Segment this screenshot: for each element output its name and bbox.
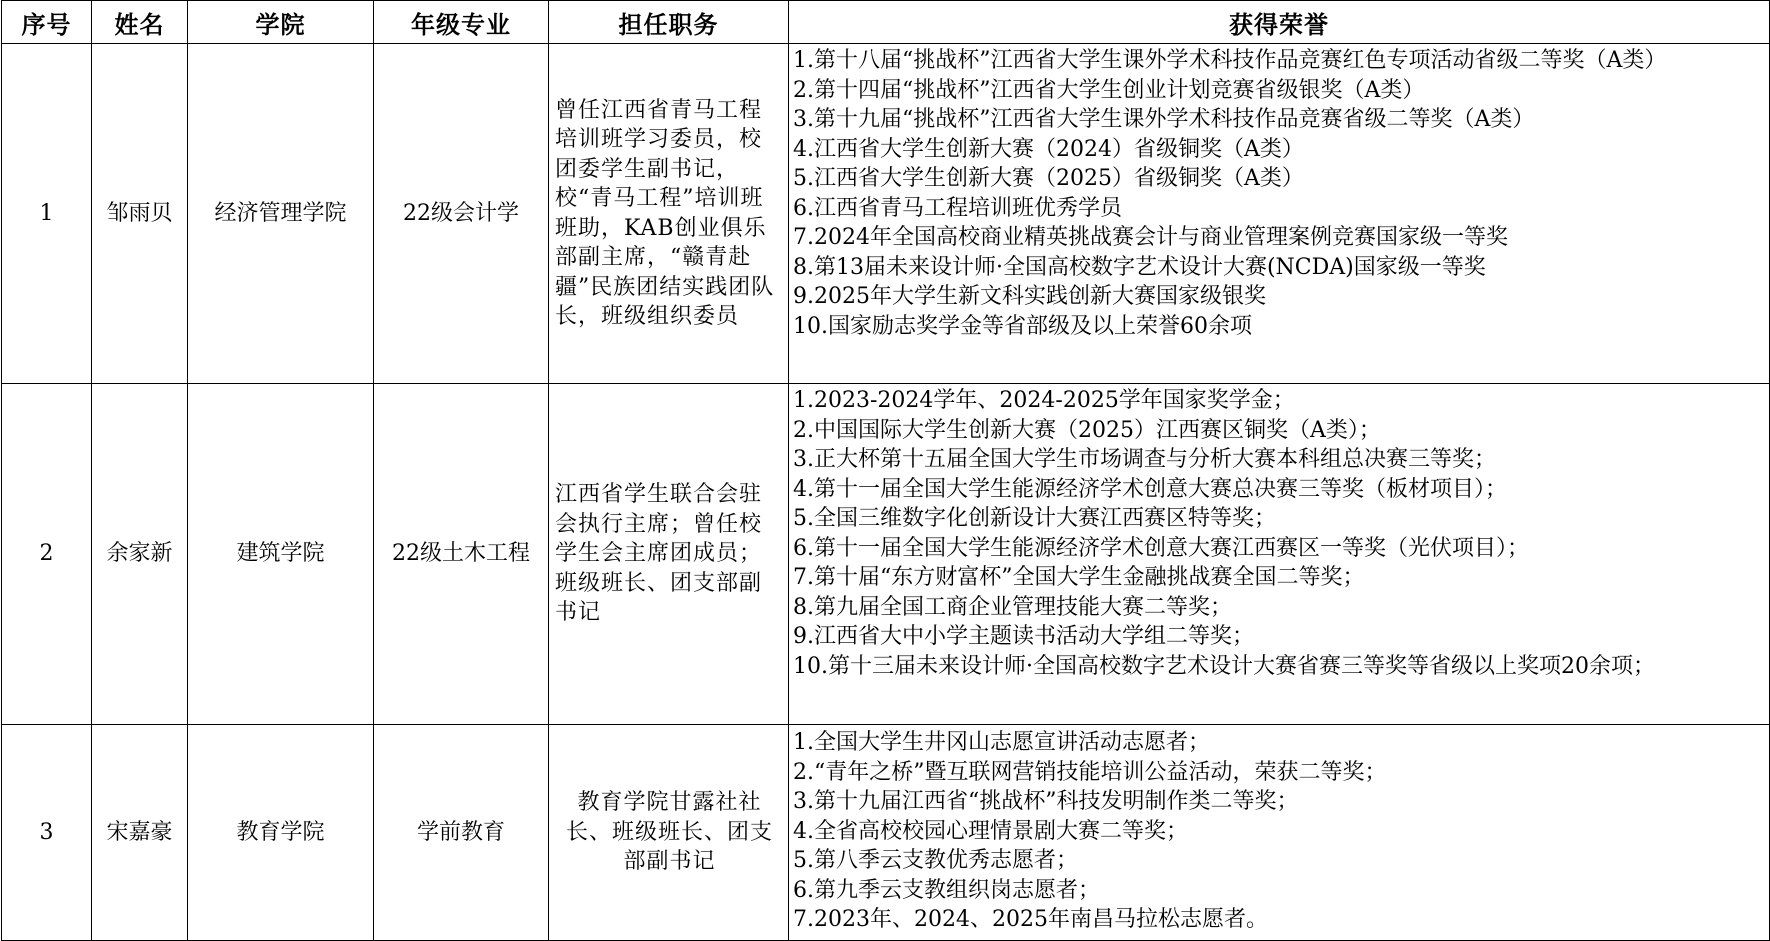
cell-index: 3 [2, 725, 92, 941]
header-index: 序号 [2, 1, 92, 44]
honor-item: 1.全国大学生井冈山志愿宣讲活动志愿者； [793, 730, 1210, 755]
cell-college: 教育学院 [188, 725, 374, 941]
cell-college: 建筑学院 [188, 384, 374, 725]
honor-item: 4.全省高校校园心理情景剧大赛二等奖； [793, 818, 1188, 844]
honor-item: 2.第十四届“挑战杯”江西省大学生创业计划竞赛省级银奖（A类） [793, 77, 1425, 103]
cell-honors [789, 725, 1770, 941]
table-row [2, 725, 1770, 941]
cell-major: 22级会计学 [374, 44, 549, 384]
honor-item: 4.第十一届全国大学生能源经济学术创意大赛总决赛三等奖（板材项目）； [793, 476, 1507, 502]
honor-item: 2.中国国际大学生创新大赛（2025）江西赛区铜奖（A类）； [793, 417, 1381, 443]
honor-item: 3.正大杯第十五届全国大学生市场调查与分析大赛本科组总决赛三等奖； [793, 447, 1496, 472]
cell-name: 邹雨贝 [92, 44, 188, 384]
table-row [2, 384, 1770, 725]
honor-item: 5.全国三维数字化创新设计大赛江西赛区特等奖； [793, 506, 1276, 531]
honor-item: 6.第九季云支教组织岗志愿者； [793, 877, 1100, 903]
cell-honors [789, 44, 1770, 384]
honor-item: 6.第十一届全国大学生能源经济学术创意大赛江西赛区一等奖（光伏项目）； [793, 535, 1529, 561]
header-name: 姓名 [92, 1, 188, 44]
cell-index: 2 [2, 384, 92, 725]
honor-item: 4.江西省大学生创新大赛（2024）省级铜奖（A类） [793, 136, 1304, 162]
cell-index: 1 [2, 44, 92, 384]
cell-name: 余家新 [92, 384, 188, 725]
cell-duty: 曾任江西省青马工程培训班学习委员，校团委学生副书记，校“青马工程”培训班班助，KAB创业俱乐部副主席，“赣青赴疆”民族团结实践团队长，班级组织委员 [549, 44, 789, 384]
cell-name: 宋嘉豪 [92, 725, 188, 941]
honor-item: 10.国家励志奖学金等省部级及以上荣誉60余项 [793, 313, 1252, 339]
header-duty: 担任职务 [549, 1, 789, 44]
cell-honors [789, 384, 1770, 725]
honor-item: 2.“青年之桥”暨互联网营销技能培训公益活动，荣获二等奖； [793, 759, 1387, 785]
honor-item: 6.江西省青马工程培训班优秀学员 [793, 195, 1122, 221]
honor-item: 3.第十九届“挑战杯”江西省大学生课外学术科技作品竞赛省级二等奖（A类） [793, 107, 1535, 132]
cell-duty: 教育学院甘露社社长、班级班长、团支部副书记 [549, 725, 789, 941]
header-college: 学院 [188, 1, 374, 44]
honor-item: 8.第九届全国工商企业管理技能大赛二等奖； [793, 594, 1232, 620]
honor-item: 5.第八季云支教优秀志愿者； [793, 848, 1078, 873]
honor-item: 7.2023年、2024、2025年南昌马拉松志愿者。 [793, 907, 1268, 932]
table-row [2, 44, 1770, 384]
cell-major: 22级土木工程 [374, 384, 549, 725]
honors-table [1, 0, 1770, 941]
honor-item: 9.江西省大中小学主题读书活动大学组二等奖； [793, 624, 1254, 649]
header-honors: 获得荣誉 [789, 1, 1770, 44]
honor-item: 1.第十八届“挑战杯”江西省大学生课外学术科技作品竞赛红色专项活动省级二等奖（A类） [793, 48, 1667, 73]
honor-item: 10.第十三届未来设计师·全国高校数字艺术设计大赛省赛三等奖等省级以上奖项20余项； [793, 653, 1655, 679]
honor-item: 1.2023-2024学年、2024-2025学年国家奖学金； [793, 388, 1295, 413]
honor-item: 8.第13届未来设计师·全国高校数字艺术设计大赛(NCDA)国家级一等奖 [793, 254, 1486, 280]
honor-item: 7.2024年全国高校商业精英挑战赛会计与商业管理案例竞赛国家级一等奖 [793, 225, 1508, 250]
cell-major: 学前教育 [374, 725, 549, 941]
honor-item: 9.2025年大学生新文科实践创新大赛国家级银奖 [793, 284, 1266, 309]
cell-college: 经济管理学院 [188, 44, 374, 384]
header-row [2, 1, 1770, 44]
honor-item: 7.第十届“东方财富杯”全国大学生金融挑战赛全国二等奖； [793, 565, 1365, 590]
cell-duty: 江西省学生联合会驻会执行主席；曾任校学生会主席团成员；班级班长、团支部副书记 [549, 384, 789, 725]
honor-item: 3.第十九届江西省“挑战杯”科技发明制作类二等奖； [793, 789, 1299, 814]
header-major: 年级专业 [374, 1, 549, 44]
honor-item: 5.江西省大学生创新大赛（2025）省级铜奖（A类） [793, 166, 1304, 191]
